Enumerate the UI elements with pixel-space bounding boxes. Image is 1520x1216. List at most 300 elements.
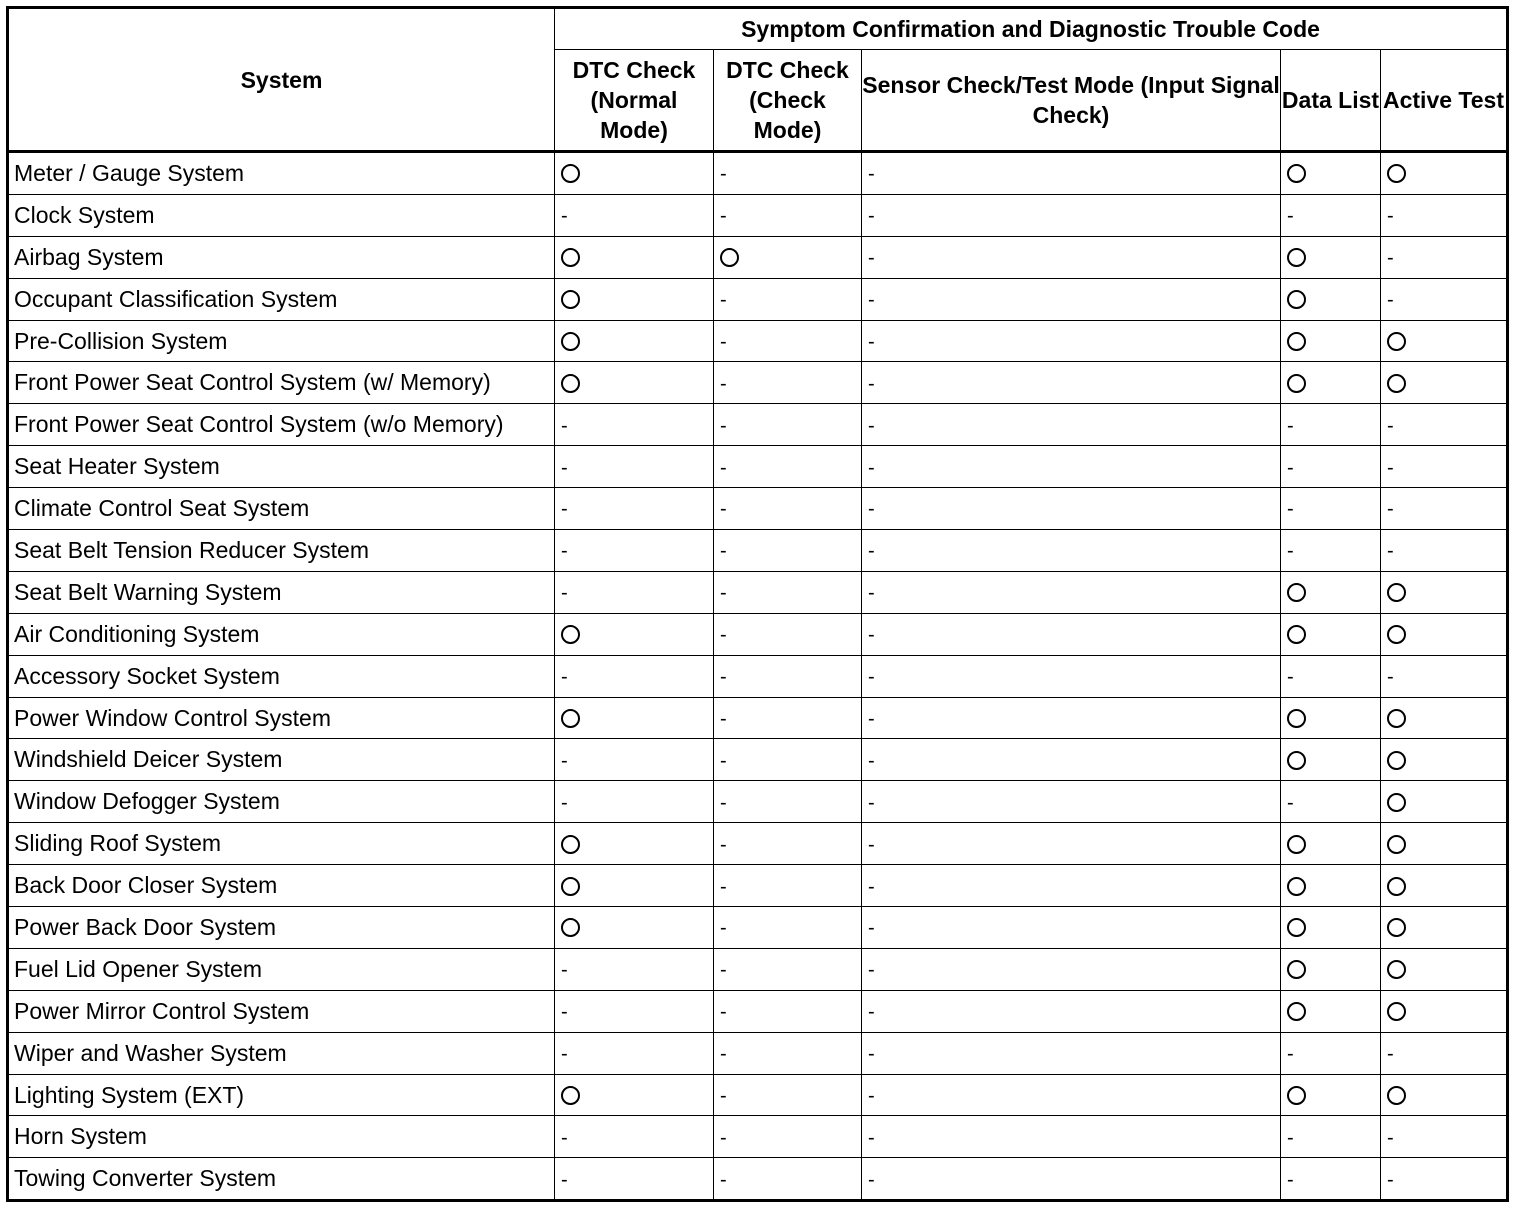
dash-mark: - xyxy=(868,1001,875,1024)
system-name-cell: Accessory Socket System xyxy=(8,655,555,697)
system-name-cell: Sliding Roof System xyxy=(8,823,555,865)
not-supported-cell xyxy=(862,907,1281,949)
dash-mark: - xyxy=(868,666,875,689)
not-supported-cell xyxy=(1281,530,1381,572)
dash-mark: - xyxy=(561,456,568,479)
not-supported-cell xyxy=(1281,655,1381,697)
supported-cell xyxy=(1381,907,1508,949)
not-supported-cell xyxy=(714,152,862,195)
dash-mark: - xyxy=(720,917,727,940)
circle-icon xyxy=(1287,374,1306,393)
supported-cell xyxy=(1381,781,1508,823)
not-supported-cell xyxy=(862,781,1281,823)
not-supported-cell xyxy=(1281,488,1381,530)
table-row xyxy=(8,990,1508,1032)
circle-icon xyxy=(1387,709,1406,728)
not-supported-cell xyxy=(714,823,862,865)
dash-mark: - xyxy=(720,833,727,856)
system-name-cell: Window Defogger System xyxy=(8,781,555,823)
not-supported-cell xyxy=(862,446,1281,488)
circle-icon xyxy=(561,625,580,644)
supported-cell xyxy=(555,907,714,949)
not-supported-cell xyxy=(862,320,1281,362)
circle-icon xyxy=(561,332,580,351)
supported-cell xyxy=(1381,571,1508,613)
dash-mark: - xyxy=(720,414,727,437)
system-name-cell: Windshield Deicer System xyxy=(8,739,555,781)
supported-cell xyxy=(1381,823,1508,865)
table-row xyxy=(8,781,1508,823)
dash-mark: - xyxy=(720,456,727,479)
table-row xyxy=(8,865,1508,907)
not-supported-cell xyxy=(1381,1032,1508,1074)
not-supported-cell xyxy=(1381,488,1508,530)
not-supported-cell xyxy=(862,990,1281,1032)
not-supported-cell xyxy=(862,1074,1281,1116)
supported-cell xyxy=(555,152,714,195)
system-name-cell: Seat Belt Warning System xyxy=(8,571,555,613)
circle-icon xyxy=(1387,332,1406,351)
circle-icon xyxy=(1287,164,1306,183)
dash-mark: - xyxy=(720,666,727,689)
dash-mark: - xyxy=(1387,205,1394,228)
dash-mark: - xyxy=(561,582,568,605)
not-supported-cell xyxy=(714,446,862,488)
not-supported-cell xyxy=(862,571,1281,613)
supported-cell xyxy=(1381,739,1508,781)
dash-mark: - xyxy=(868,582,875,605)
table-row xyxy=(8,488,1508,530)
dash-mark: - xyxy=(1387,1168,1394,1191)
circle-icon xyxy=(561,1086,580,1105)
dash-mark: - xyxy=(561,414,568,437)
not-supported-cell xyxy=(555,1116,714,1158)
not-supported-cell xyxy=(862,739,1281,781)
circle-icon xyxy=(1287,332,1306,351)
table-row xyxy=(8,571,1508,613)
dash-mark: - xyxy=(1287,456,1294,479)
circle-icon xyxy=(1387,793,1406,812)
not-supported-cell xyxy=(714,1158,862,1201)
not-supported-cell xyxy=(714,362,862,404)
not-supported-cell xyxy=(555,530,714,572)
circle-icon xyxy=(1387,1002,1406,1021)
not-supported-cell xyxy=(1381,404,1508,446)
supported-cell xyxy=(555,823,714,865)
table-row xyxy=(8,320,1508,362)
dash-mark: - xyxy=(1387,1043,1394,1066)
circle-icon xyxy=(561,835,580,854)
supported-cell xyxy=(1281,948,1381,990)
not-supported-cell xyxy=(862,488,1281,530)
supported-cell xyxy=(1381,613,1508,655)
dash-mark: - xyxy=(561,666,568,689)
table-row xyxy=(8,697,1508,739)
circle-icon xyxy=(1287,877,1306,896)
not-supported-cell xyxy=(555,571,714,613)
table-row xyxy=(8,446,1508,488)
supported-cell xyxy=(1281,362,1381,404)
dash-mark: - xyxy=(868,372,875,395)
circle-icon xyxy=(1287,960,1306,979)
dash-mark: - xyxy=(1387,1126,1394,1149)
table-row xyxy=(8,236,1508,278)
supported-cell xyxy=(555,362,714,404)
not-supported-cell xyxy=(714,990,862,1032)
table-row xyxy=(8,613,1508,655)
dash-mark: - xyxy=(868,498,875,521)
system-name-cell: Front Power Seat Control System (w/ Memory) xyxy=(8,362,555,404)
circle-icon xyxy=(1387,374,1406,393)
system-name-cell: Back Door Closer System xyxy=(8,865,555,907)
column-header-sensor-check: Sensor Check/Test Mode (Input Signal Check) xyxy=(862,50,1281,152)
circle-icon xyxy=(1387,625,1406,644)
not-supported-cell xyxy=(714,278,862,320)
not-supported-cell xyxy=(1381,655,1508,697)
system-name-cell: Seat Belt Tension Reducer System xyxy=(8,530,555,572)
circle-icon xyxy=(1387,918,1406,937)
circle-icon xyxy=(561,164,580,183)
dash-mark: - xyxy=(1387,498,1394,521)
system-name-cell: Lighting System (EXT) xyxy=(8,1074,555,1116)
not-supported-cell xyxy=(714,1032,862,1074)
supported-cell xyxy=(1281,571,1381,613)
supported-cell xyxy=(1381,362,1508,404)
column-header-data-list: Data List xyxy=(1281,50,1381,152)
not-supported-cell xyxy=(862,697,1281,739)
system-name-cell: Front Power Seat Control System (w/o Memory) xyxy=(8,404,555,446)
dash-mark: - xyxy=(1387,414,1394,437)
circle-icon xyxy=(561,248,580,267)
supported-cell xyxy=(1281,823,1381,865)
dash-mark: - xyxy=(868,1084,875,1107)
supported-cell xyxy=(555,613,714,655)
circle-icon xyxy=(1287,248,1306,267)
circle-icon xyxy=(1387,1086,1406,1105)
not-supported-cell xyxy=(1281,1032,1381,1074)
not-supported-cell xyxy=(555,404,714,446)
not-supported-cell xyxy=(1281,446,1381,488)
system-name-cell: Seat Heater System xyxy=(8,446,555,488)
dash-mark: - xyxy=(720,624,727,647)
supported-cell xyxy=(555,320,714,362)
table-row xyxy=(8,948,1508,990)
dash-mark: - xyxy=(561,749,568,772)
table-row xyxy=(8,530,1508,572)
circle-icon xyxy=(1287,835,1306,854)
dash-mark: - xyxy=(720,540,727,563)
circle-icon xyxy=(1387,877,1406,896)
table-row xyxy=(8,1032,1508,1074)
table-row xyxy=(8,404,1508,446)
not-supported-cell xyxy=(1281,781,1381,823)
not-supported-cell xyxy=(714,739,862,781)
not-supported-cell xyxy=(555,194,714,236)
not-supported-cell xyxy=(862,404,1281,446)
circle-icon xyxy=(561,290,580,309)
not-supported-cell xyxy=(862,1158,1281,1201)
not-supported-cell xyxy=(862,278,1281,320)
supported-cell xyxy=(1281,613,1381,655)
table-header xyxy=(8,8,1508,152)
column-header-dtc-normal: DTC Check (Normal Mode) xyxy=(555,50,714,152)
not-supported-cell xyxy=(862,613,1281,655)
not-supported-cell xyxy=(714,571,862,613)
dash-mark: - xyxy=(868,791,875,814)
system-column-header: System xyxy=(8,8,555,152)
supported-cell xyxy=(1281,990,1381,1032)
not-supported-cell xyxy=(1281,194,1381,236)
not-supported-cell xyxy=(714,655,862,697)
table-row xyxy=(8,194,1508,236)
dash-mark: - xyxy=(1387,666,1394,689)
dash-mark: - xyxy=(868,540,875,563)
not-supported-cell xyxy=(555,488,714,530)
supported-cell xyxy=(1381,320,1508,362)
supported-cell xyxy=(1381,697,1508,739)
supported-cell xyxy=(1281,1074,1381,1116)
supported-cell xyxy=(1381,152,1508,195)
dash-mark: - xyxy=(720,498,727,521)
not-supported-cell xyxy=(714,865,862,907)
circle-icon xyxy=(561,374,580,393)
dash-mark: - xyxy=(561,1001,568,1024)
table-row xyxy=(8,278,1508,320)
dash-mark: - xyxy=(1287,540,1294,563)
not-supported-cell xyxy=(714,781,862,823)
circle-icon xyxy=(1387,164,1406,183)
group-header: Symptom Confirmation and Diagnostic Trouble Code xyxy=(555,8,1508,50)
dash-mark: - xyxy=(720,372,727,395)
dash-mark: - xyxy=(720,330,727,353)
supported-cell xyxy=(1381,990,1508,1032)
circle-icon xyxy=(1287,709,1306,728)
not-supported-cell xyxy=(862,236,1281,278)
dash-mark: - xyxy=(720,1084,727,1107)
circle-icon xyxy=(1387,835,1406,854)
supported-cell xyxy=(555,236,714,278)
not-supported-cell xyxy=(714,194,862,236)
supported-cell xyxy=(1281,320,1381,362)
not-supported-cell xyxy=(555,446,714,488)
dash-mark: - xyxy=(720,1126,727,1149)
system-name-cell: Clock System xyxy=(8,194,555,236)
dash-mark: - xyxy=(1287,1168,1294,1191)
not-supported-cell xyxy=(862,194,1281,236)
dash-mark: - xyxy=(720,707,727,730)
supported-cell xyxy=(555,697,714,739)
supported-cell xyxy=(1281,236,1381,278)
circle-icon xyxy=(1287,625,1306,644)
system-name-cell: Air Conditioning System xyxy=(8,613,555,655)
dash-mark: - xyxy=(868,1126,875,1149)
not-supported-cell xyxy=(714,907,862,949)
dash-mark: - xyxy=(1287,498,1294,521)
supported-cell xyxy=(1281,865,1381,907)
dash-mark: - xyxy=(868,414,875,437)
dash-mark: - xyxy=(868,289,875,312)
not-supported-cell xyxy=(714,320,862,362)
dash-mark: - xyxy=(720,1001,727,1024)
table-row xyxy=(8,1158,1508,1201)
dash-mark: - xyxy=(868,1043,875,1066)
system-name-cell: Power Mirror Control System xyxy=(8,990,555,1032)
dash-mark: - xyxy=(1387,456,1394,479)
not-supported-cell xyxy=(714,488,862,530)
table-row xyxy=(8,823,1508,865)
not-supported-cell xyxy=(1281,404,1381,446)
dash-mark: - xyxy=(1387,289,1394,312)
not-supported-cell xyxy=(862,948,1281,990)
dash-mark: - xyxy=(720,791,727,814)
dash-mark: - xyxy=(720,1043,727,1066)
system-name-cell: Power Window Control System xyxy=(8,697,555,739)
not-supported-cell xyxy=(714,1074,862,1116)
system-name-cell: Horn System xyxy=(8,1116,555,1158)
not-supported-cell xyxy=(714,613,862,655)
dash-mark: - xyxy=(1287,1126,1294,1149)
not-supported-cell xyxy=(555,655,714,697)
system-name-cell: Airbag System xyxy=(8,236,555,278)
dash-mark: - xyxy=(561,498,568,521)
dash-mark: - xyxy=(1287,791,1294,814)
circle-icon xyxy=(720,248,739,267)
not-supported-cell xyxy=(714,948,862,990)
dash-mark: - xyxy=(868,707,875,730)
circle-icon xyxy=(1287,583,1306,602)
not-supported-cell xyxy=(1281,1158,1381,1201)
not-supported-cell xyxy=(1381,1116,1508,1158)
system-name-cell: Power Back Door System xyxy=(8,907,555,949)
supported-cell xyxy=(555,865,714,907)
dash-mark: - xyxy=(720,163,727,186)
dash-mark: - xyxy=(720,875,727,898)
supported-cell xyxy=(1281,697,1381,739)
table-row xyxy=(8,152,1508,195)
supported-cell xyxy=(1281,152,1381,195)
not-supported-cell xyxy=(555,781,714,823)
supported-cell xyxy=(555,1074,714,1116)
dash-mark: - xyxy=(868,833,875,856)
not-supported-cell xyxy=(1381,446,1508,488)
supported-cell xyxy=(1381,1074,1508,1116)
circle-icon xyxy=(561,918,580,937)
system-name-cell: Meter / Gauge System xyxy=(8,152,555,195)
dash-mark: - xyxy=(561,1126,568,1149)
dash-mark: - xyxy=(1287,205,1294,228)
not-supported-cell xyxy=(714,530,862,572)
circle-icon xyxy=(1287,751,1306,770)
supported-cell xyxy=(1381,948,1508,990)
table-row xyxy=(8,362,1508,404)
supported-cell xyxy=(1281,907,1381,949)
dash-mark: - xyxy=(868,456,875,479)
not-supported-cell xyxy=(1281,1116,1381,1158)
dash-mark: - xyxy=(868,330,875,353)
not-supported-cell xyxy=(1381,236,1508,278)
dash-mark: - xyxy=(868,749,875,772)
dash-mark: - xyxy=(1387,540,1394,563)
table-row xyxy=(8,655,1508,697)
dash-mark: - xyxy=(868,163,875,186)
not-supported-cell xyxy=(714,404,862,446)
dash-mark: - xyxy=(868,959,875,982)
circle-icon xyxy=(561,709,580,728)
dash-mark: - xyxy=(561,205,568,228)
not-supported-cell xyxy=(714,697,862,739)
not-supported-cell xyxy=(555,1158,714,1201)
not-supported-cell xyxy=(555,739,714,781)
system-name-cell: Pre-Collision System xyxy=(8,320,555,362)
supported-cell xyxy=(1381,865,1508,907)
dash-mark: - xyxy=(1287,414,1294,437)
system-name-cell: Climate Control Seat System xyxy=(8,488,555,530)
not-supported-cell xyxy=(1381,278,1508,320)
dash-mark: - xyxy=(720,749,727,772)
column-header-active-test: Active Test xyxy=(1381,50,1508,152)
supported-cell xyxy=(1281,278,1381,320)
not-supported-cell xyxy=(862,865,1281,907)
not-supported-cell xyxy=(862,655,1281,697)
not-supported-cell xyxy=(555,948,714,990)
dash-mark: - xyxy=(868,917,875,940)
dash-mark: - xyxy=(561,791,568,814)
supported-cell xyxy=(555,278,714,320)
dash-mark: - xyxy=(868,875,875,898)
circle-icon xyxy=(1387,583,1406,602)
supported-cell xyxy=(714,236,862,278)
dash-mark: - xyxy=(561,1043,568,1066)
dash-mark: - xyxy=(1287,1043,1294,1066)
table-body xyxy=(8,152,1508,1201)
table-row xyxy=(8,739,1508,781)
system-name-cell: Fuel Lid Opener System xyxy=(8,948,555,990)
not-supported-cell xyxy=(555,1032,714,1074)
not-supported-cell xyxy=(862,152,1281,195)
not-supported-cell xyxy=(1381,530,1508,572)
dash-mark: - xyxy=(868,1168,875,1191)
table-row xyxy=(8,1116,1508,1158)
circle-icon xyxy=(1287,1086,1306,1105)
system-name-cell: Wiper and Washer System xyxy=(8,1032,555,1074)
dash-mark: - xyxy=(868,624,875,647)
system-name-cell: Occupant Classification System xyxy=(8,278,555,320)
not-supported-cell xyxy=(555,990,714,1032)
supported-cell xyxy=(1281,739,1381,781)
circle-icon xyxy=(1287,918,1306,937)
not-supported-cell xyxy=(862,530,1281,572)
dash-mark: - xyxy=(868,247,875,270)
not-supported-cell xyxy=(862,362,1281,404)
circle-icon xyxy=(1287,1002,1306,1021)
dash-mark: - xyxy=(720,205,727,228)
circle-icon xyxy=(561,877,580,896)
table-row xyxy=(8,1074,1508,1116)
table-row xyxy=(8,907,1508,949)
dash-mark: - xyxy=(1287,666,1294,689)
dash-mark: - xyxy=(561,1168,568,1191)
dash-mark: - xyxy=(868,205,875,228)
dash-mark: - xyxy=(1387,247,1394,270)
circle-icon xyxy=(1387,751,1406,770)
dash-mark: - xyxy=(561,959,568,982)
diagnostic-support-table xyxy=(6,6,1509,1202)
dash-mark: - xyxy=(720,1168,727,1191)
dash-mark: - xyxy=(561,540,568,563)
column-header-dtc-check: DTC Check (Check Mode) xyxy=(714,50,862,152)
circle-icon xyxy=(1287,290,1306,309)
not-supported-cell xyxy=(862,1116,1281,1158)
